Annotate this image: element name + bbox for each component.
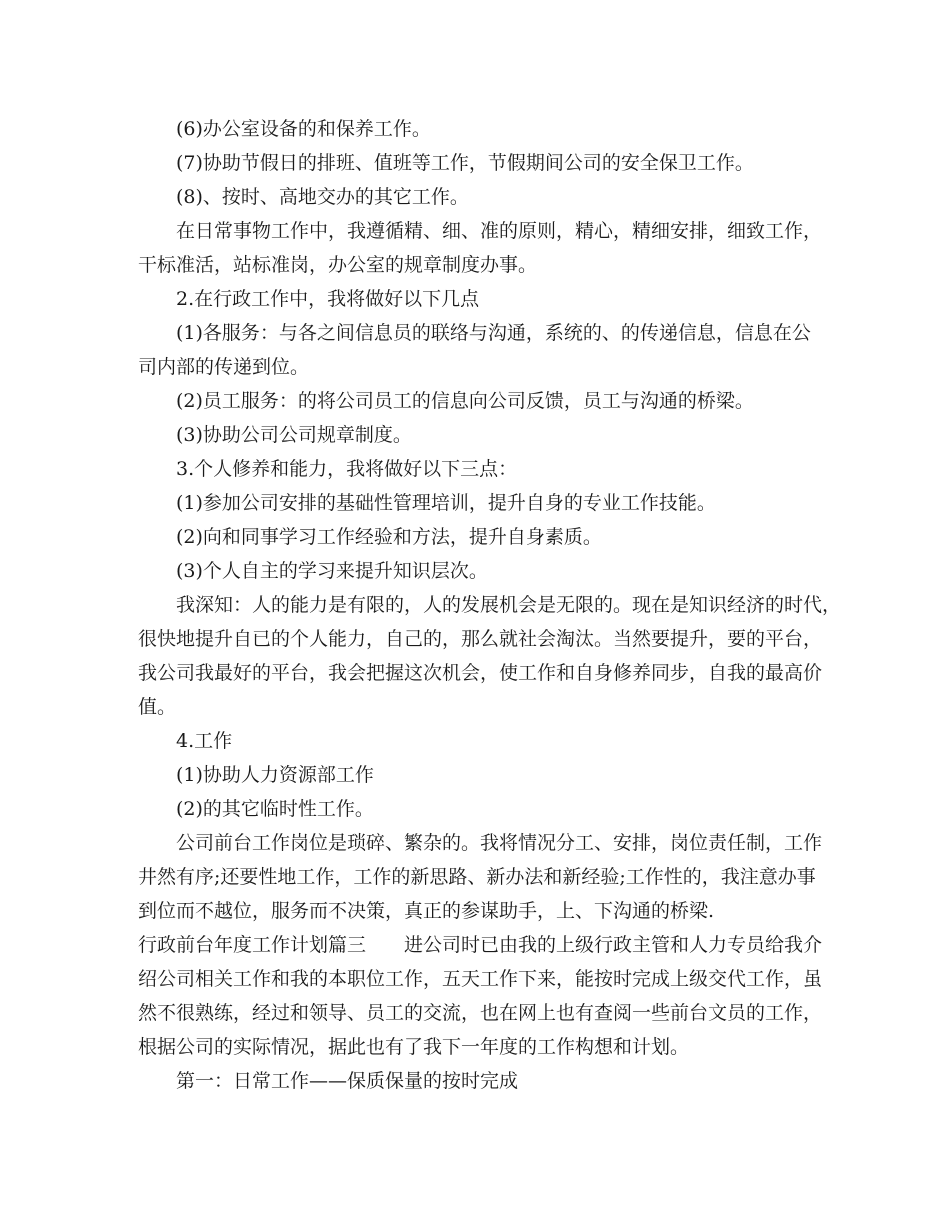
paragraph-line: (2)员工服务：的将公司员工的信息向公司反馈，员工与沟通的桥梁。: [176, 390, 754, 412]
paragraph-line: (2)向和同事学习工作经验和方法，提升自身素质。: [176, 526, 602, 548]
paragraph-line: (3)个人自主的学习来提升知识层次。: [176, 560, 488, 582]
paragraph-line: 4.工作: [176, 730, 233, 752]
paragraph-line: 根据公司的实际情况，据此也有了我下一年度的工作构想和计划。: [138, 1036, 690, 1058]
paragraph-line: (7)协助节假日的排班、值班等工作，节假期间公司的安全保卫工作。: [176, 152, 754, 174]
paragraph-line: 干标准活，站标准岗，办公室的规章制度办事。: [138, 254, 538, 276]
paragraph-line: (3)协助公司公司规章制度。: [176, 424, 412, 446]
paragraph-line: 行政前台年度工作计划篇三 进公司时已由我的上级行政主管和人力专员给我介: [138, 934, 823, 956]
paragraph-line: (1)协助人力资源部工作: [176, 764, 374, 786]
paragraph-line: 3.个人修养和能力，我将做好以下三点：: [176, 458, 518, 480]
paragraph-line: 公司前台工作岗位是琐碎、繁杂的。我将情况分工、安排，岗位责任制，工作: [176, 832, 823, 854]
paragraph-line: 很快地提升自已的个人能力，自己的，那么就社会淘汰。当然要提升，要的平台，: [138, 628, 823, 650]
paragraph-line: 第一：日常工作——保质保量的按时完成: [176, 1070, 519, 1092]
paragraph-line: (8)、按时、高地交办的其它工作。: [176, 186, 469, 208]
document-body: [138, 112, 842, 1098]
paragraph-line: 井然有序;还要性地工作，工作的新思路、新办法和新经验;工作性的，我注意办事: [138, 866, 816, 888]
paragraph-line: 我公司我最好的平台，我会把握这次机会，使工作和自身修养同步，自我的最高价: [138, 662, 823, 684]
paragraph-line: (2)的其它临时性工作。: [176, 798, 374, 820]
paragraph-line: 绍公司相关工作和我的本职位工作，五天工作下来，能按时完成上级交代工作，虽: [138, 968, 823, 990]
paragraph-line: 到位而不越位，服务而不决策，真正的参谋助手，上、下沟通的桥梁.: [138, 900, 715, 922]
paragraph-line: 在日常事物工作中，我遵循精、细、准的原则，精心，精细安排，细致工作，: [176, 220, 823, 242]
paragraph-line: 2.在行政工作中，我将做好以下几点: [176, 288, 480, 310]
paragraph-line: (1)参加公司安排的基础性管理培训，提升自身的专业工作技能。: [176, 492, 716, 514]
paragraph-line: (6)办公室设备的和保养工作。: [176, 118, 431, 140]
paragraph-line: 司内部的传递到位。: [138, 356, 310, 378]
paragraph-line: 我深知：人的能力是有限的，人的发展机会是无限的。现在是知识经济的时代，: [176, 594, 842, 616]
paragraph-line: 值。: [138, 696, 177, 718]
paragraph-line: (1)各服务：与各之间信息员的联络与沟通，系统的、的传递信息，信息在公: [176, 322, 811, 344]
paragraph-line: 然不很熟练，经过和领导、员工的交流，也在网上也有查阅一些前台文员的工作，: [138, 1002, 823, 1024]
